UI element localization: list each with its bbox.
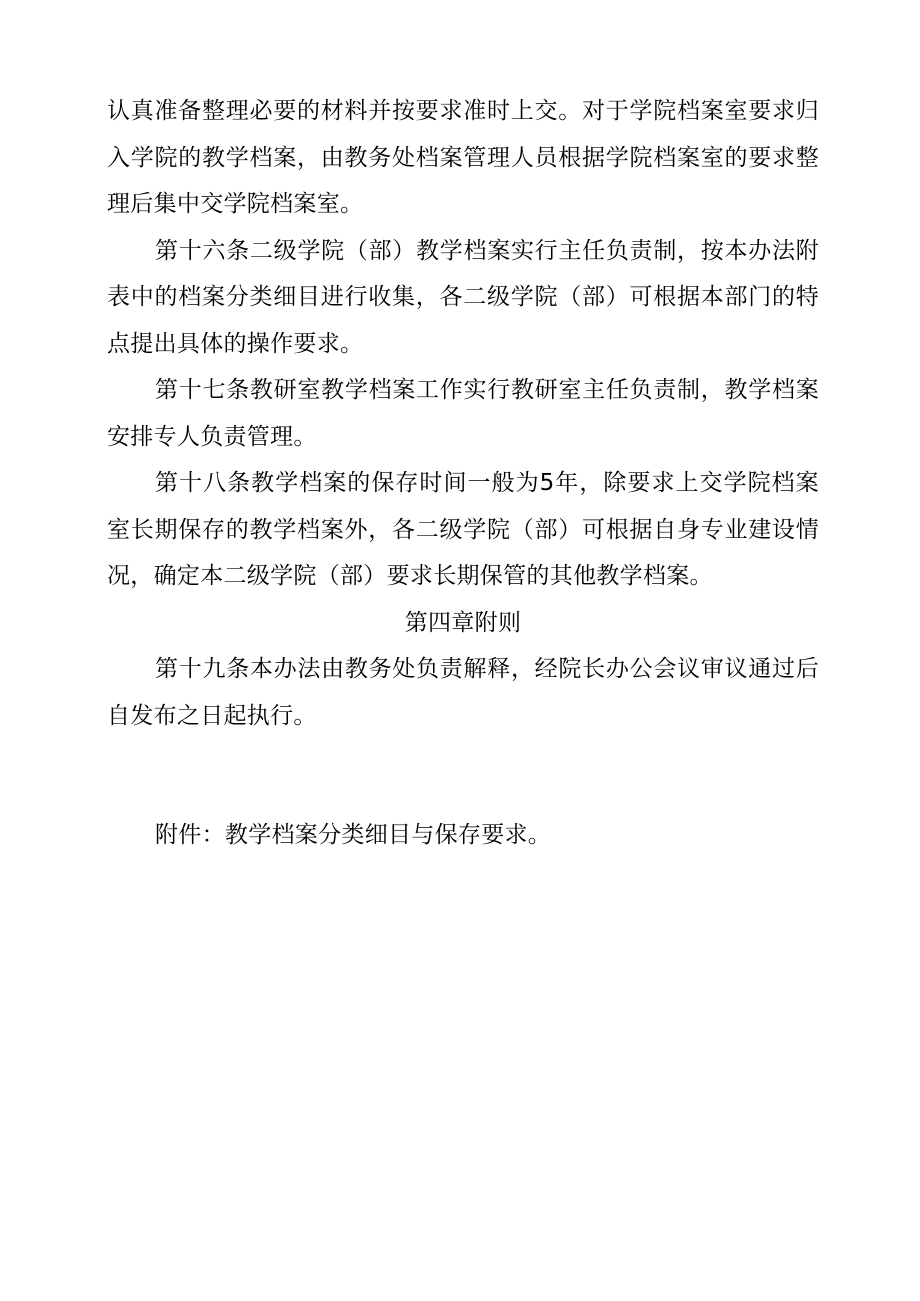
article-19: 第十九条本办法由教务处负责解释，经院长办公会议审议通过后自发布之日起执行。 bbox=[107, 656, 819, 729]
article-16: 第十六条二级学院（部）教学档案实行主任负责制，按本办法附表中的档案分类细目进行收集，各二级学院（部）可根据本部门的特点提出具体的操作要求。 bbox=[107, 237, 819, 357]
attachment-note: 附件：教学档案分类细目与保存要求。 bbox=[155, 822, 552, 848]
paragraph-continuation: 认真准备整理必要的材料并按要求准时上交。对于学院档案室要求归入学院的教学档案，由教务处档案管理人员根据学院档案室的要求整理后集中交学院档案室。 bbox=[107, 98, 819, 217]
chapter-heading: 第四章附则 bbox=[404, 609, 522, 636]
document-body bbox=[107, 88, 819, 739]
article-17: 第十七条教研室教学档案工作实行教研室主任负责制，教学档案安排专人负责管理。 bbox=[107, 377, 819, 450]
article-18: 第十八条教学档案的保存时间一般为5年，除要求上交学院档案室长期保存的教学档案外，各二级学院（部）可根据自身专业建设情况，确定本二级学院（部）要求长期保管的其他教学档案。 bbox=[107, 470, 819, 589]
